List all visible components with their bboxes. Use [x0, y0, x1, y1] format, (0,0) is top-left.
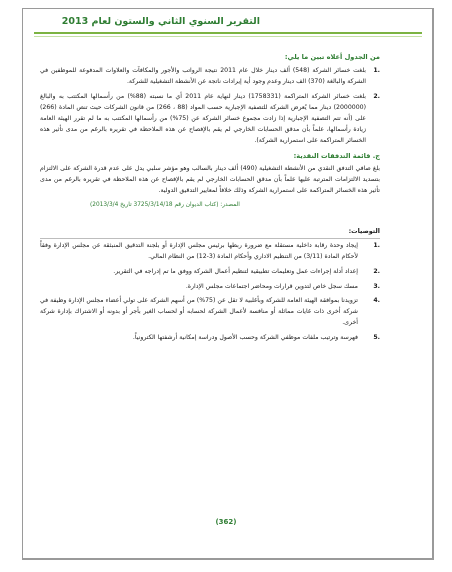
page-header [26, 14, 430, 44]
header-divider-thin [34, 36, 422, 37]
recommendation-text: إعداد أدلة إجراءات عمل وتعليمات تطبيقية لتنظيم أعمال الشركة ووفق ما تم إدراجه في التقرير. [113, 267, 358, 275]
recommendation-number: .1 [373, 242, 380, 250]
recommendation-text: مسك سجل خاص لتدوين قرارات ومحاضر اجتماعات مجلس الإدارة. [185, 282, 358, 290]
table-findings-heading: من الجدول أعلاه تبين ما يلي: [284, 53, 380, 61]
cashflow-paragraph: بلغ صافي التدفق النقدي من الأنشطة التشغيلية (490) ألف دينار بالسالب وهو مؤشر سلبي يدل على عدم قدرة الشركة على الالتزام بتسديد الالتزامات المترتبة عليها علماً بأن مدقق الحسابات الخارجي لم يقم بالإفصاح عن هذه الملاحظة في تقريره بالرغم من مدى تأثير هذه الخسائر المتراكمة على استمرارية الشركة وذلك خلافاً لمعايير التدقيق الدولية. [40, 165, 380, 194]
finding-text: بلغت خسائر الشركة (548) ألف دينار خلال عام 2011 نتيجة الرواتب والأجور والمكافآت والعلاوات المدفوعة للموظفين في الشركة والبالغة (370) الف دينار وعدم وجود أية إيرادات ناتجة عن الأنشطة التشغيلية للشركة. [40, 66, 366, 85]
recommendations-heading: التوصيات: [40, 226, 380, 239]
recommendation-item [40, 241, 380, 263]
recommendation-number: .2 [373, 267, 380, 275]
finding-item [40, 92, 380, 146]
recommendation-number: .4 [373, 297, 380, 305]
recommendation-item [40, 333, 380, 344]
finding-number: .1 [373, 66, 380, 74]
finding-number: .2 [373, 93, 380, 101]
document-body [40, 52, 380, 348]
recommendation-text: تزويدنا بموافقة الهيئة العامة للشركة وبأغلبية لا تقل عن (75%) من أسهم الشركة على تولي أعضاء مجلس الإدارة وظيفة في شركة أخرى ذات غايات مماثلة أو منافسة لأعمال الشركة لحسابه أو لحساب الغير بأجر أو بدونه أو الاشتراك بإدارة شركة أخرى. [40, 297, 358, 326]
recommendation-item [40, 267, 380, 278]
finding-text: بلغت خسائر الشركة المتراكمة (1758331) دينار لنهاية عام 2011 أي ما نسبته (88%) من رأسمالها المكتتب به والبالغ (2000000) دينار مما يُعرض الشركة للتصفية الإجبارية حسب المواد (88 ، 266) من قانون الشركات حيث تنص المادة (266) على (أنه تتم التصفية الإجبارية إذا زادت مجموع خسائر الشركة عن (75%) من رأسمالها المكتتب به ما لم تقرر الهيئة العامة زيادة رأسمالها، علماً بأن مدقق الحسابات الخارجي لم يقم بالإفصاح عن هذه الملاحظة في تقريره بالرغم من مدى تأثير هذه الخسائر المتراكمة على استمرارية الشركة). [40, 93, 366, 144]
recommendation-number: .3 [373, 282, 380, 290]
header-divider [34, 32, 422, 34]
recommendation-text: فهرسة وترتيب ملفات موظفي الشركة وحسب الأصول ودراسة إمكانية أرشفتها الكترونياً. [132, 333, 358, 341]
source-note: المصدر: (كتاب الديوان رقم 3725/3/14/18 تاريخ 2013/3/4) [90, 201, 240, 208]
recommendation-item [40, 296, 380, 328]
report-title: التقرير السنوي الثاني والستون لعام 2013 [61, 16, 260, 27]
finding-item [40, 66, 380, 88]
cashflow-heading: ج. قائمة التدفقات النقدية: [293, 152, 380, 161]
page-number: (362) [215, 518, 237, 526]
recommendation-number: .5 [373, 333, 380, 341]
recommendation-text: إيجاد وحدة رقابة داخلية مستقلة مع ضرورة ربطها برئيس مجلس الإدارة أو بلجنة التدقيق المنبثقة عن مجلس الإدارة وفقاً لأحكام المادة (3/11) من التنظيم الاداري وأحكام المادة (3-12) من النظام المالي. [40, 242, 358, 260]
recommendation-item [40, 282, 380, 293]
